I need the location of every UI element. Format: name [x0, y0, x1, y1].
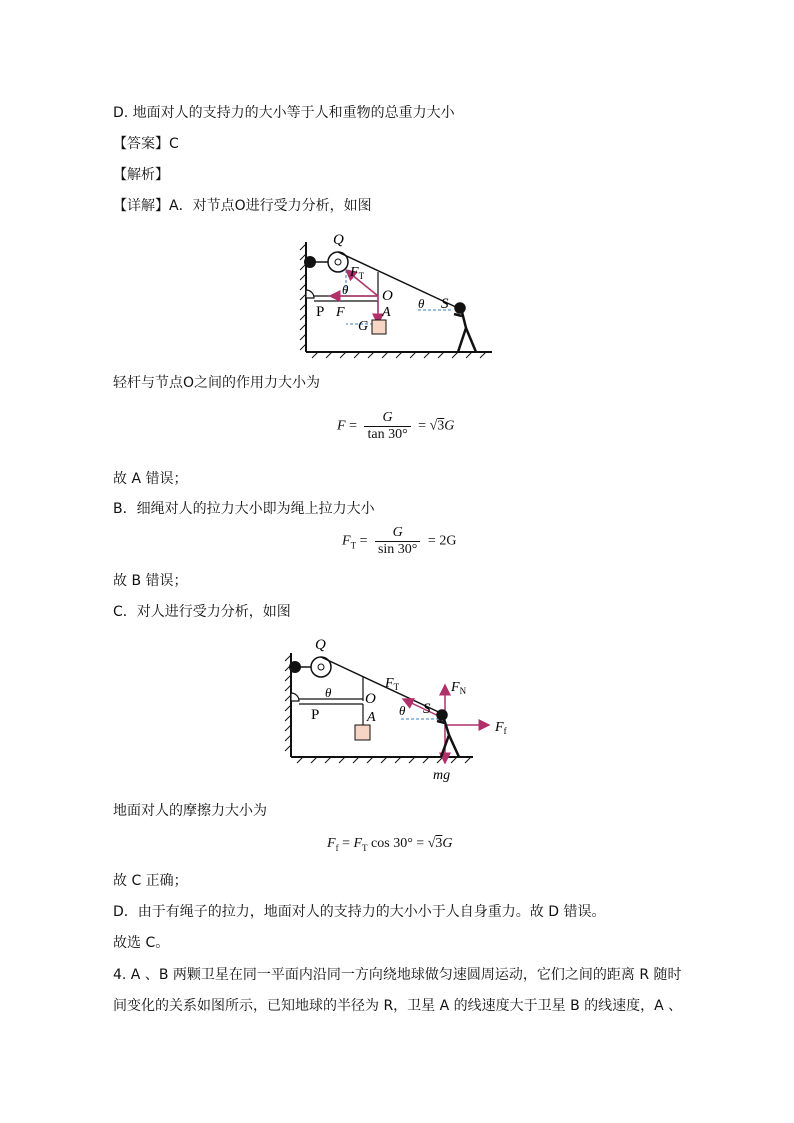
label-s: S: [423, 701, 431, 717]
label-p: P: [311, 707, 320, 723]
label-g: G: [358, 319, 369, 334]
label-ff: $F_f$: [495, 720, 507, 736]
label-ft: $F_T$: [385, 676, 400, 692]
weight-box: [372, 320, 386, 334]
a-wrong: 故 A 错误；: [113, 471, 188, 487]
option-b-text: B．细绳对人的拉力大小即为绳上拉力大小: [113, 501, 375, 517]
b-wrong: 故 B 错误；: [113, 573, 188, 589]
figure-node-o-force-analysis: [300, 228, 500, 358]
label-q: Q: [315, 637, 326, 653]
hinge-p: [291, 693, 299, 701]
analysis-label: 【解析】: [113, 167, 169, 183]
label-ft: $F_T$: [350, 265, 365, 281]
hinge-p: [306, 290, 314, 298]
question-4-line-1: 4. A 、B 两颗卫星在同一平面内沿同一方向绕地球做匀速圆周运动，它们之间的距离 R 随时: [113, 967, 682, 983]
answer-label: 【答案】C: [113, 136, 179, 152]
label-o: O: [382, 288, 393, 304]
option-c-text: C．对人进行受力分析，如图: [113, 604, 291, 620]
label-q: Q: [333, 232, 344, 248]
label-theta-1: θ: [325, 685, 332, 700]
label-fn: $F_N$: [451, 680, 467, 696]
label-a: A: [367, 710, 376, 725]
label-p: P: [316, 304, 325, 320]
ground: [306, 352, 492, 358]
equation-f: F = $\frac{G}{\tan 30^\circ}$ = √3G: [337, 410, 455, 442]
detail-a: 【详解】A．对节点O进行受力分析，如图: [113, 198, 372, 214]
friction-text: 地面对人的摩擦力大小为: [113, 803, 267, 819]
label-theta-2: θ: [399, 703, 406, 718]
label-o: O: [365, 691, 376, 707]
weight-box: [355, 725, 370, 740]
equation-ff: $F_f = F_T$ cos 30° = √3G: [327, 836, 453, 853]
choice-text: 故选 C。: [113, 935, 170, 951]
label-mg: mg: [433, 768, 451, 783]
rope: [338, 252, 458, 308]
label-theta-1: θ: [342, 282, 349, 297]
c-right: 故 C 正确；: [113, 873, 188, 889]
person-icon: [437, 711, 459, 758]
label-theta-2: θ: [418, 296, 425, 311]
label-s: S: [441, 296, 449, 312]
wall: [300, 242, 306, 352]
option-d-text: D．由于有绳子的拉力，地面对人的支持力的大小小于人自身重力。故 D 错误。: [113, 904, 606, 920]
option-d: D. 地面对人的支持力的大小等于人和重物的总重力大小: [113, 105, 455, 121]
equation-ft: $F_T$ = $\frac{G}{\sin 30^\circ}$ = 2G: [342, 525, 457, 557]
label-a: A: [382, 305, 391, 320]
question-4-line-2: 间变化的关系如图所示，已知地球的半径为 R，卫星 A 的线速度大于卫星 B 的线速度，A 、: [113, 998, 683, 1014]
rod-force-text: 轻杆与节点O之间的作用力大小为: [113, 375, 321, 391]
label-f: F: [336, 305, 345, 320]
person-icon: [454, 304, 476, 353]
figure-person-force-analysis: [285, 633, 525, 785]
